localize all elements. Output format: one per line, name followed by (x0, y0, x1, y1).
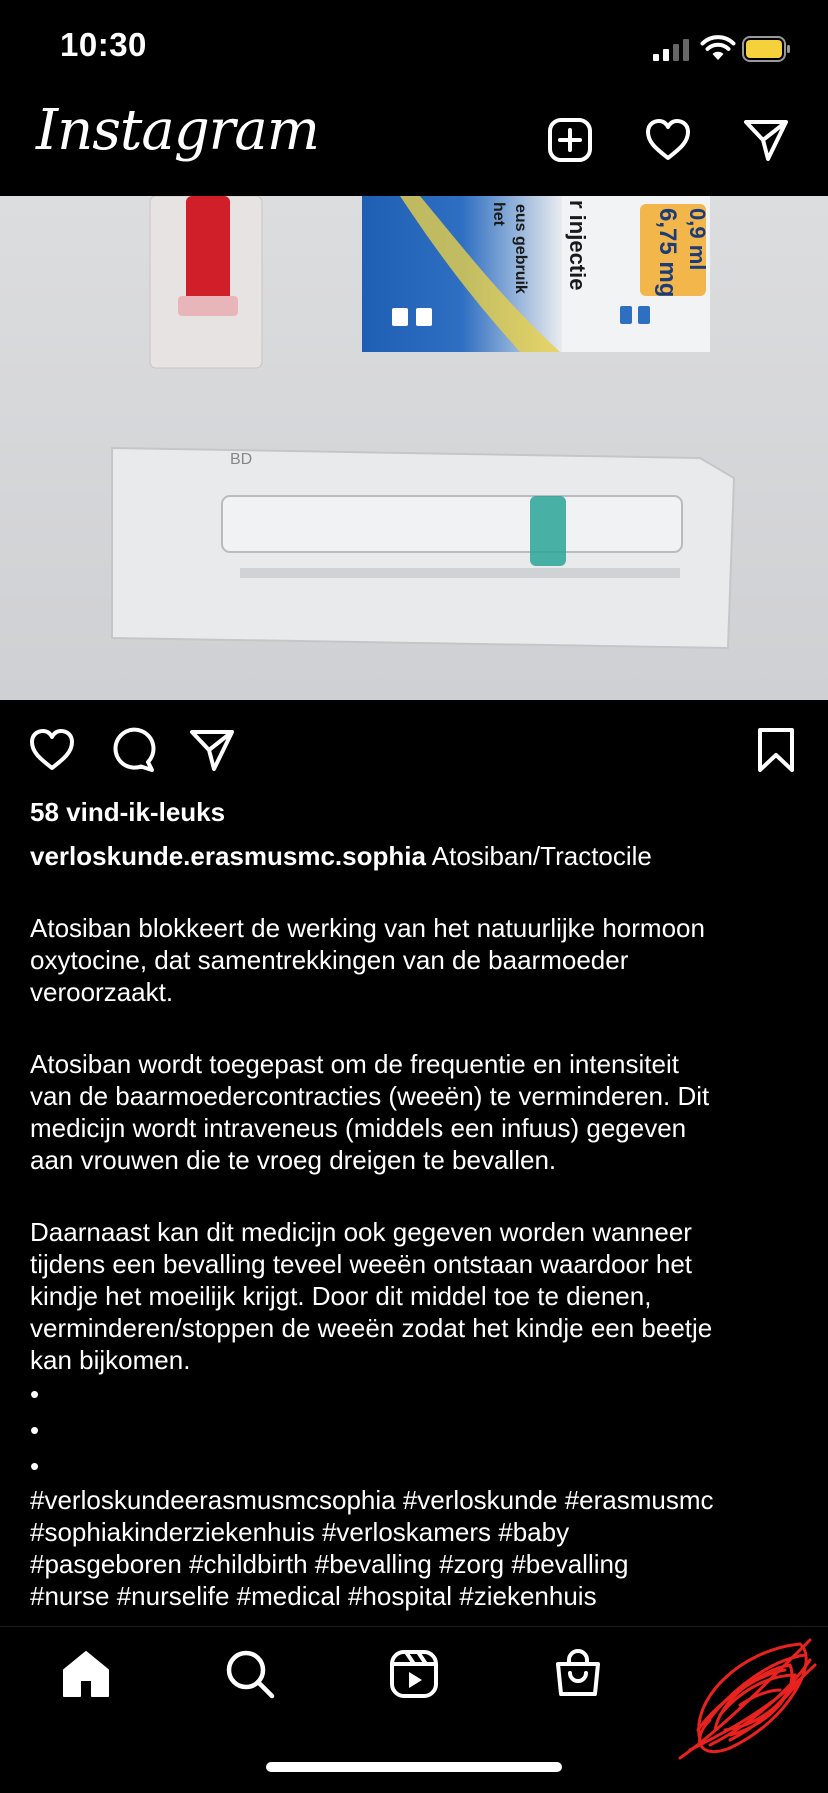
caption-dot: • (30, 1379, 40, 1409)
syringe-plunger-seal (530, 496, 566, 566)
profile-avatar-scribble[interactable] (660, 1630, 820, 1770)
shop-bag-icon[interactable] (552, 1648, 604, 1700)
new-post-icon[interactable] (546, 116, 594, 164)
needle-cap (186, 196, 230, 306)
usage-label: eus gebruik (512, 204, 529, 294)
caption-dot: • (30, 1415, 40, 1445)
volume-label: 0,9 ml (685, 208, 710, 271)
search-icon[interactable] (224, 1648, 276, 1700)
post-caption (30, 840, 810, 1612)
post-title: Atosiban/Tractocile (431, 841, 652, 871)
caption-paragraph: Atosiban blokkeert de werking van het natuurlijke hormoon oxytocine, dat samentrekkingen van de baarmoeder veroorzaakt. (30, 913, 705, 1007)
caption-hashtags[interactable]: #verloskundeerasmusmcsophia #verloskunde #erasmusmc #sophiakinderziekenhuis #verloskamers #baby #pasgeboren #childbirth #bevalling #zorg #bevalling #nurse #nurselife #medical #hospital #ziekenhuis (30, 1485, 714, 1611)
cellular-signal-icon (652, 38, 692, 62)
share-icon[interactable] (188, 726, 236, 774)
syringe-barrel (222, 496, 682, 552)
home-icon[interactable] (60, 1648, 112, 1700)
bookmark-icon[interactable] (752, 726, 800, 774)
caption-paragraph: Daarnaast kan dit medicijn ook gegeven worden wanneer tijdens een bevalling teveel weeën ontstaan waardoor het kindje het moeilijk krijgt. Door dit middel toe te dienen, verminderen/stoppen de weeën zodat het kindje een beetje kan bijkomen. (30, 1217, 713, 1375)
like-heart-icon[interactable] (28, 726, 76, 774)
instagram-logo[interactable]: Instagram (36, 98, 319, 163)
caption-header (30, 840, 810, 872)
activity-heart-icon[interactable] (644, 116, 692, 164)
battery-icon (742, 36, 792, 62)
comment-icon[interactable] (108, 726, 156, 774)
dose-label: 6,75 mg (654, 208, 681, 298)
svg-text:BD: BD (230, 451, 253, 468)
like-count[interactable]: 58 vind-ik-leuks (30, 797, 226, 827)
caption-paragraph: Atosiban wordt toegepast om de frequentie en intensiteit van de baarmoedercontracties (weeën) te verminderen. Dit medicijn wordt intraveneus (middels een infuus) gegeven aan vrouwen die te vroeg dreigen te bevallen. (30, 1049, 710, 1175)
post-photo[interactable] (0, 196, 828, 700)
box-label-fragment: het (490, 202, 507, 226)
direct-message-icon[interactable] (742, 116, 790, 164)
injection-label: r injectie (565, 200, 590, 291)
status-time: 10:30 (60, 26, 147, 63)
caption-dot: • (30, 1451, 40, 1481)
reels-icon[interactable] (388, 1648, 440, 1700)
wifi-icon (700, 34, 736, 62)
post-username[interactable]: verloskunde.erasmusmc.sophia (30, 841, 426, 871)
home-indicator (266, 1762, 562, 1772)
